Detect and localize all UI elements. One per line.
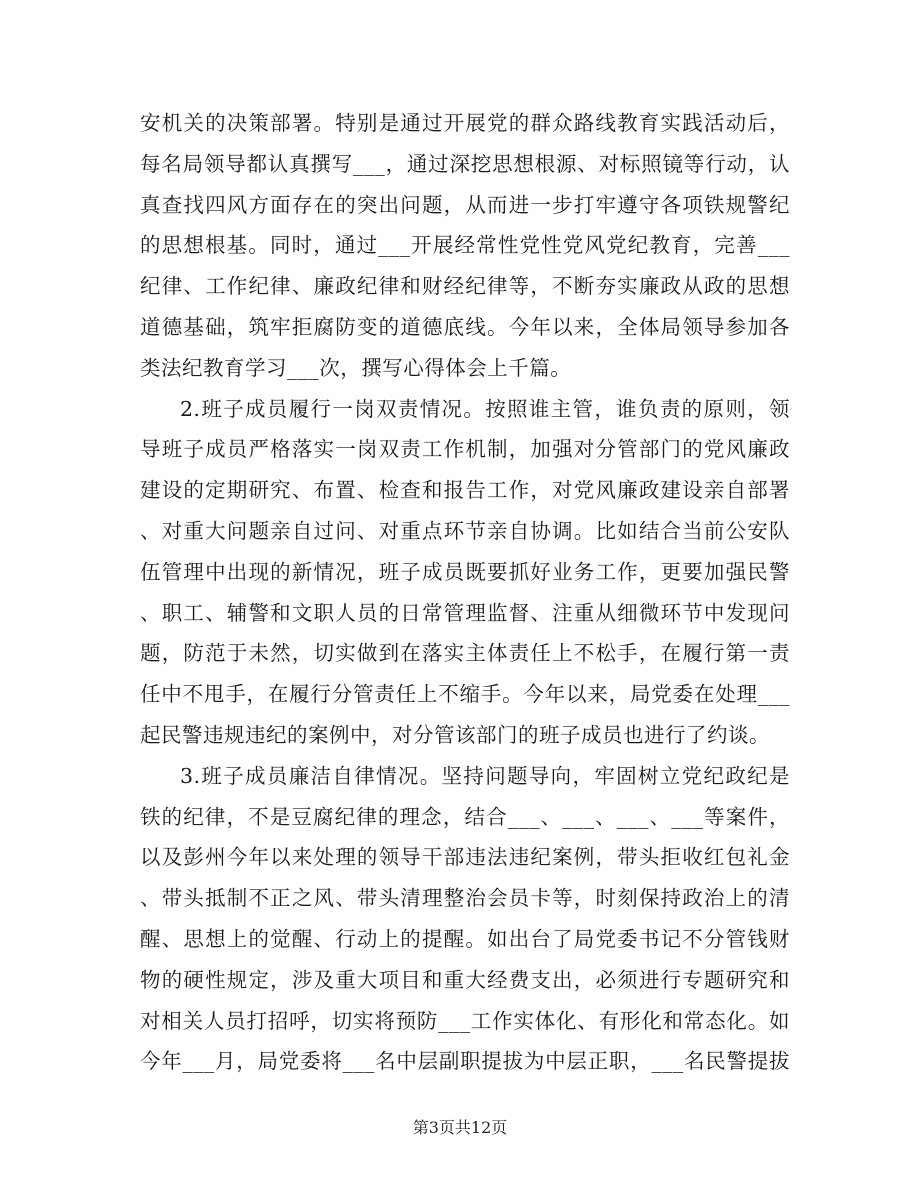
text-line: 、对重大问题亲自过问、对重点环节亲自协调。比如结合当前公安队 bbox=[140, 518, 790, 543]
text-line: 每名局领导都认真撰写___，通过深挖思想根源、对标照镜等行动，认 bbox=[140, 151, 790, 176]
text-line: 对相关人员打招呼，切实将预防___工作实体化、有形化和常态化。如 bbox=[140, 1008, 790, 1033]
text-line: 建设的定期研究、布置、检查和报告工作，对党风廉政建设亲自部署 bbox=[140, 478, 790, 503]
text-line: 伍管理中出现的新情况，班子成员既要抓好业务工作，更要加强民警 bbox=[140, 559, 790, 584]
text-line: 安机关的决策部署。特别是通过开展党的群众路线教育实践活动后， bbox=[140, 111, 790, 135]
text-line: 物的硬性规定，涉及重大项目和重大经费支出，必须进行专题研究和 bbox=[140, 967, 790, 992]
text-line: 导班子成员严格落实一岗双责工作机制，加强对分管部门的党风廉政 bbox=[140, 437, 790, 462]
text-line: 3.班子成员廉洁自律情况。坚持问题导向，牢固树立党纪政纪是 bbox=[180, 763, 790, 788]
text-line: 、职工、辅警和文职人员的日常管理监督、注重从细微环节中发现问 bbox=[140, 600, 790, 625]
text-line: 2.班子成员履行一岗双责情况。按照谁主管，谁负责的原则，领 bbox=[180, 396, 790, 421]
text-line: 起民警违规违纪的案例中，对分管该部门的班子成员也进行了约谈。 bbox=[140, 722, 770, 747]
text-line: 醒、思想上的觉醒、行动上的提醒。如出台了局党委书记不分管钱财 bbox=[140, 926, 790, 951]
document-body bbox=[140, 103, 790, 1082]
text-line: 的思想根基。同时，通过___开展经常性党性党风党纪教育，完善___ bbox=[140, 233, 790, 258]
page-number-footer: 第3页共12页 bbox=[412, 1118, 508, 1137]
text-line: 以及彭州今年以来处理的领导干部违法违纪案例，带头拒收红包礼金 bbox=[140, 845, 790, 870]
text-line: 类法纪教育学习___次，撰写心得体会上千篇。 bbox=[140, 355, 572, 380]
text-line: 今年___月，局党委将___名中层副职提拔为中层正职，___名民警提拔 bbox=[140, 1049, 790, 1074]
text-line: 题，防范于未然，切实做到在落实主体责任上不松手，在履行第一责 bbox=[140, 641, 790, 666]
text-line: 真查找四风方面存在的突出问题，从而进一步打牢遵守各项铁规警纪 bbox=[140, 192, 790, 217]
text-line: 任中不甩手，在履行分管责任上不缩手。今年以来，局党委在处理___ bbox=[140, 682, 790, 707]
text-line: 纪律、工作纪律、廉政纪律和财经纪律等，不断夯实廉政从政的思想 bbox=[140, 274, 790, 299]
text-line: 道德基础，筑牢拒腐防变的道德底线。今年以来，全体局领导参加各 bbox=[140, 314, 790, 339]
text-line: 铁的纪律，不是豆腐纪律的理念，结合___、___、___、___等案件， bbox=[140, 804, 790, 829]
text-line: 、带头抵制不正之风、带头清理整治会员卡等，时刻保持政治上的清 bbox=[140, 886, 790, 911]
